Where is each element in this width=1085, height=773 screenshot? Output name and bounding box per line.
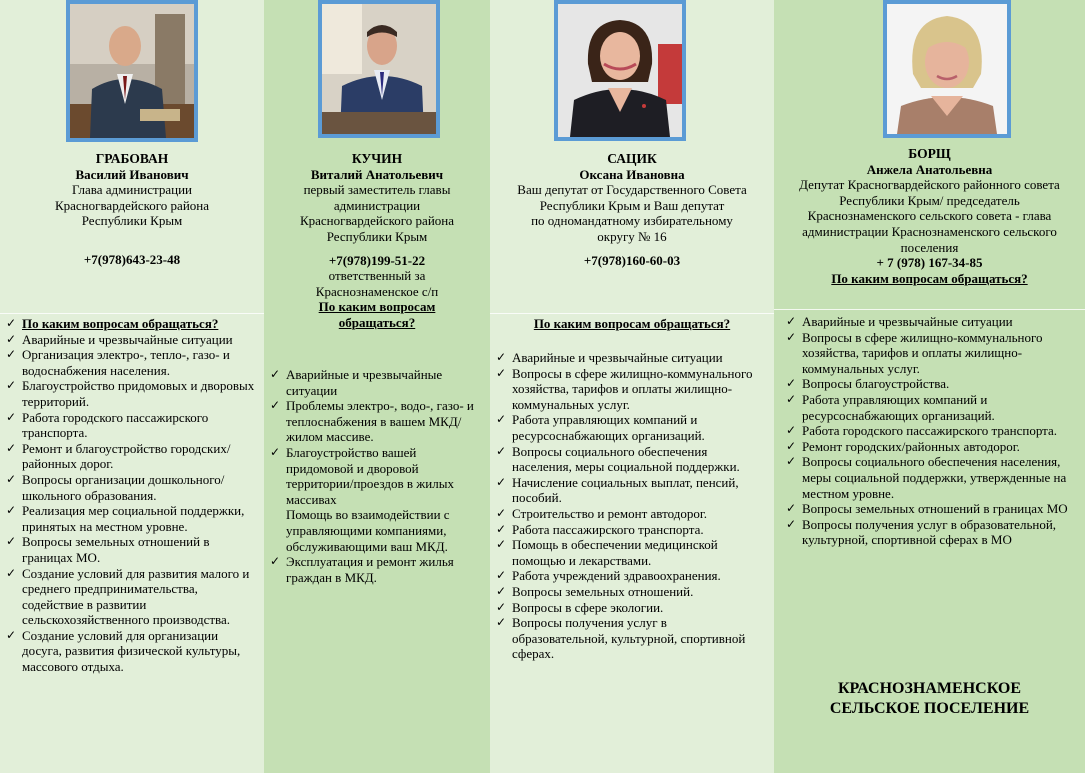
list-item: ✓ Благоустройство вашей придомовой и дворовой территории/проездов в жилых массивах Помощь во взаимодействии с управляющими компаниями, обслуживающими ваш МКД. — [264, 445, 486, 554]
surname: САЦИК — [607, 151, 657, 166]
header-grabovan — [0, 151, 264, 268]
settlement-title-line: СЕЛЬСКОЕ ПОСЕЛЕНИЕ — [829, 700, 1030, 717]
list-item: ✓ Вопросы социального обеспечения населения, меры социальной поддержки, утвержденные на местном уровне. — [780, 454, 1079, 501]
position-line: администрации Краснознаменского сельского — [802, 223, 1057, 239]
questions-header: обращаться? — [338, 314, 416, 330]
settlement-title — [774, 679, 1085, 719]
list-item: ✓ Вопросы получения услуг в образовательной, культурной, спортивной сферах. — [490, 615, 764, 662]
portrait-image — [887, 4, 1007, 134]
list-item: ✓ Начисление социальных выплат, пенсий, пособий. — [490, 475, 764, 506]
questions-block — [0, 316, 258, 675]
list-item: ✓ Вопросы земельных отношений в границах МО — [780, 501, 1079, 517]
list-item: ✓ Создание условий для развития малого и среднего предпринимательства, содействие в развитии сельскохозяйственного производства. — [0, 566, 258, 628]
position-line: Краснознаменского сельского совета - глава — [807, 208, 1052, 224]
given-name: Оксана Ивановна — [579, 166, 685, 182]
list-item: ✓ Благоустройство придомовых и дворовых территорий. — [0, 378, 258, 409]
responsible-line: Краснознаменское с/п — [315, 283, 439, 299]
list-item: ✓ Вопросы благоустройства. — [780, 376, 1079, 392]
column-grabovan — [0, 0, 264, 773]
questions-block — [264, 367, 486, 585]
list-item: ✓ Аварийные и чрезвычайные ситуации — [780, 314, 1079, 330]
list-item: ✓ Вопросы в сфере жилищно-коммунального хозяйства, тарифов и оплаты жилищно-коммунальных услуг. — [780, 330, 1079, 377]
position-line: Красногвардейского района — [54, 197, 210, 213]
questions-header: ✓ По каким вопросам обращаться? — [0, 316, 258, 332]
list-item: ✓ Вопросы получения услуг в образовательной, культурной, спортивной сферах в МО — [780, 517, 1079, 548]
portrait-image — [70, 4, 194, 138]
questions-header: По каким вопросам обращаться? — [533, 316, 731, 331]
header-satsik — [490, 151, 774, 268]
list-item: ✓ Создание условий для организации досуга, развития физической культуры, массового отдыха. — [0, 628, 258, 675]
list-item: ✓ Аварийные и чрезвычайные ситуации — [490, 350, 764, 366]
questions-header-wrap — [490, 316, 774, 332]
list-item: ✓ Работа городского пассажирского транспорта. — [780, 423, 1079, 439]
position-line: администрации — [333, 197, 421, 213]
list-item: ✓ Вопросы земельных отношений. — [490, 584, 764, 600]
list-item: ✓ Работа пассажирского транспорта. — [490, 522, 764, 538]
responsible-line: ответственный за — [328, 268, 426, 284]
questions-header: По каким вопросам — [318, 299, 436, 315]
list-item: ✓ Работа учреждений здравоохранения. — [490, 568, 764, 584]
questions-block — [780, 314, 1079, 548]
column-satsik — [490, 0, 774, 773]
column-kuchin — [264, 0, 490, 773]
phone-number: +7(978)160-60-03 — [583, 252, 681, 268]
settlement-title-line: КРАСНОЗНАМЕНСКОЕ — [837, 680, 1022, 697]
divider — [0, 313, 264, 314]
questions-block — [490, 350, 764, 662]
position-line: первый заместитель главы — [303, 182, 451, 198]
column-borsch — [774, 0, 1085, 773]
photo-grabovan — [66, 0, 198, 142]
position-line: поселения — [900, 239, 959, 255]
questions-header: По каким вопросам обращаться? — [831, 270, 1028, 286]
list-item: ✓ Вопросы в сфере экологии. — [490, 600, 764, 616]
list-item: ✓ Проблемы электро-, водо-, газо- и теплоснабжения в вашем МКД/жилом массиве. — [264, 398, 486, 445]
list-item: ✓ Вопросы в сфере жилищно-коммунального хозяйства, тарифов и оплаты жилищно-коммунальных услуг. — [490, 366, 764, 413]
portrait-image — [322, 4, 436, 134]
divider — [490, 313, 774, 314]
header-kuchin — [264, 151, 490, 331]
list-item: ✓ Вопросы земельных отношений в границах МО. — [0, 534, 258, 565]
list-item: ✓ Эксплуатация и ремонт жилья граждан в МКД. — [264, 554, 486, 585]
list-item: ✓ Работа городского пассажирского транспорта. — [0, 410, 258, 441]
phone-number: + 7 (978) 167-34-85 — [876, 255, 983, 271]
photo-borsch — [883, 0, 1011, 138]
list-item: ✓ Ремонт городских/районных автодорог. — [780, 439, 1079, 455]
list-item: ✓ Аварийные и чрезвычайные ситуации — [0, 332, 258, 348]
photo-satsik — [554, 0, 686, 141]
position-line: Республики Крым/ председатель — [839, 192, 1020, 208]
position-line: Ваш депутат от Государственного Совета — [517, 182, 747, 198]
list-item: ✓ Ремонт и благоустройство городских/районных дорог. — [0, 441, 258, 472]
position-line: Глава администрации — [71, 182, 192, 198]
surname: БОРЩ — [908, 146, 951, 161]
list-item: ✓ Реализация мер социальной поддержки, принятых на местном уровне. — [0, 503, 258, 534]
list-item: ✓ Помощь в обеспечении медицинской помощью и лекарствами. — [490, 537, 764, 568]
portrait-image — [558, 4, 682, 137]
list-item: ✓ Работа управляющих компаний и ресурсоснабжающих организаций. — [490, 412, 764, 443]
position-line: Республики Крым — [326, 228, 428, 244]
list-item: ✓ Вопросы социального обеспечения населения, меры социальной поддержки. — [490, 444, 764, 475]
position-line: Республики Крым и Ваш депутат — [539, 197, 725, 213]
list-item: ✓ Работа управляющих компаний и ресурсоснабжающих организаций. — [780, 392, 1079, 423]
phone-number: +7(978)643-23-48 — [83, 251, 181, 267]
given-name: Анжела Анатольевна — [866, 161, 993, 177]
given-name: Виталий Анатольевич — [310, 166, 444, 182]
list-item: ✓ Вопросы организации дошкольного/школьного образования. — [0, 472, 258, 503]
surname: ГРАБОВАН — [95, 151, 169, 166]
divider — [774, 309, 1085, 310]
given-name: Василий Иванович — [75, 166, 189, 182]
photo-kuchin — [318, 0, 440, 138]
list-item: ✓ Строительство и ремонт автодорог. — [490, 506, 764, 522]
list-item: ✓ Организация электро-, тепло-, газо- и водоснабжения населения. — [0, 347, 258, 378]
list-item: ✓ Аварийные и чрезвычайные ситуации — [264, 367, 486, 398]
position-line: Республики Крым — [81, 213, 183, 229]
extra-text: Помощь во взаимодействии с управляющими компаниями, обслуживающими ваш МКД. — [286, 507, 450, 554]
surname: КУЧИН — [351, 151, 403, 166]
position-line: по одномандатному избирательному — [531, 213, 733, 229]
phone-number: +7(978)199-51-22 — [328, 252, 426, 268]
header-borsch — [774, 146, 1085, 286]
position-line: Депутат Красногвардейского районного совета — [799, 177, 1060, 193]
position-line: Красногвардейского района — [299, 213, 455, 229]
position-line: округу № 16 — [597, 228, 667, 244]
